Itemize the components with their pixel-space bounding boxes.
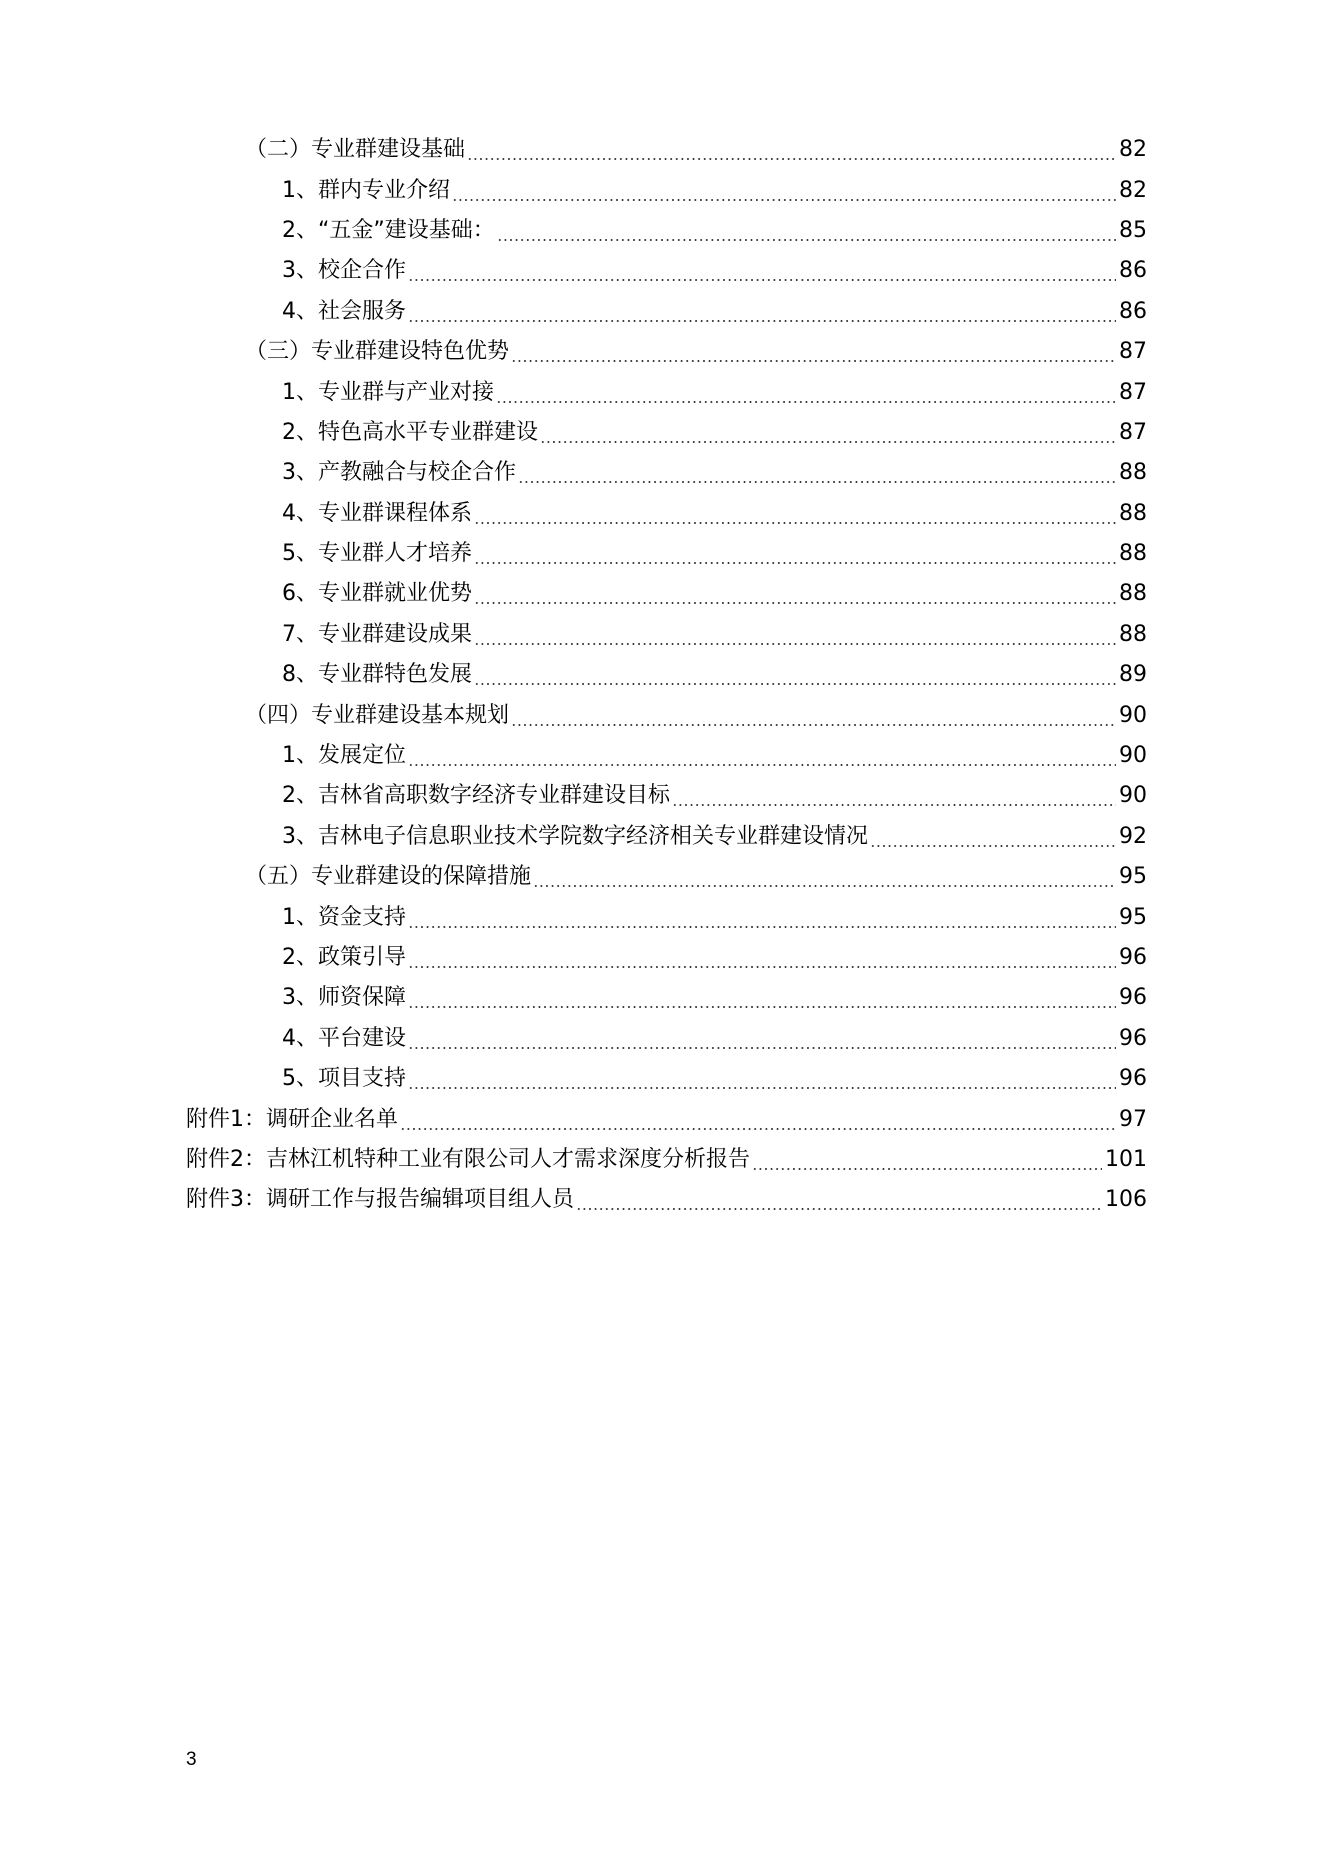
toc-entry[interactable]	[0, 292, 1323, 332]
toc-entry-line	[282, 413, 1323, 453]
toc-entry-title: 5、专业群人才培养	[282, 541, 472, 567]
toc-entry[interactable]	[0, 978, 1323, 1018]
toc-entry-title: 1、专业群与产业对接	[282, 379, 494, 405]
toc-entry[interactable]	[0, 857, 1323, 897]
toc-entry-title: 2、吉林省高职数字经济专业群建设目标	[282, 783, 670, 809]
toc-dot-leader	[540, 441, 1116, 443]
toc-entry-title: 3、吉林电子信息职业技术学院数字经济相关专业群建设情况	[282, 823, 868, 849]
toc-entry-page-number: 106	[1105, 1187, 1147, 1213]
toc-entry-line	[282, 817, 1323, 857]
toc-entry-title: （五）专业群建设的保障措施	[245, 864, 532, 890]
toc-dot-leader	[511, 724, 1116, 726]
toc-dot-leader	[672, 804, 1116, 806]
toc-entry-page-number: 92	[1119, 823, 1147, 849]
toc-entry-line	[245, 130, 1323, 170]
toc-entry-page-number: 89	[1119, 662, 1147, 688]
toc-entry-line	[282, 978, 1323, 1018]
toc-entry-title: 6、专业群就业优势	[282, 581, 472, 607]
toc-entry-title: 2、“五金”建设基础：	[282, 217, 495, 243]
toc-dot-leader	[533, 885, 1116, 887]
toc-entry-line	[245, 332, 1323, 372]
toc-entry-title: 1、发展定位	[282, 743, 406, 769]
toc-entry[interactable]	[0, 251, 1323, 291]
toc-entry-line	[282, 494, 1323, 534]
toc-entry-title: 7、专业群建设成果	[282, 621, 472, 647]
toc-entry-title: 附件1：调研企业名单	[186, 1106, 398, 1132]
toc-entry-title: （四）专业群建设基本规划	[245, 702, 510, 728]
toc-entry-title: 3、师资保障	[282, 985, 406, 1011]
toc-entry-title: 2、政策引导	[282, 945, 406, 970]
toc-dot-leader	[752, 1168, 1102, 1170]
toc-entry-page-number: 88	[1119, 621, 1147, 647]
toc-entry[interactable]	[0, 695, 1323, 735]
toc-entry-title: 4、社会服务	[282, 298, 406, 324]
toc-entry-line	[282, 615, 1323, 655]
toc-entry[interactable]	[0, 211, 1323, 251]
toc-entry-line	[282, 211, 1323, 251]
toc-entry-title: 3、产教融合与校企合作	[282, 460, 516, 486]
toc-entry-line	[282, 292, 1323, 332]
table-of-contents	[0, 130, 1323, 1221]
toc-entry[interactable]	[0, 736, 1323, 776]
toc-dot-leader	[496, 401, 1116, 403]
toc-dot-leader	[474, 643, 1116, 645]
toc-entry-page-number: 97	[1119, 1106, 1147, 1132]
toc-entry-title: （三）专业群建设特色优势	[245, 339, 510, 365]
toc-entry-page-number: 87	[1119, 419, 1147, 445]
toc-dot-leader	[576, 1208, 1102, 1210]
toc-entry-page-number: 96	[1119, 1066, 1147, 1092]
toc-entry-line	[186, 1180, 1323, 1220]
toc-entry-page-number: 90	[1119, 743, 1147, 769]
toc-entry-page-number: 101	[1105, 1146, 1147, 1172]
toc-dot-leader	[474, 683, 1116, 685]
toc-entry-title: 附件3：调研工作与报告编辑项目组人员	[186, 1187, 574, 1213]
toc-dot-leader	[474, 522, 1116, 524]
toc-entry-page-number: 95	[1119, 864, 1147, 890]
toc-entry-title: 4、专业群课程体系	[282, 500, 472, 526]
toc-entry-page-number: 87	[1119, 379, 1147, 405]
toc-entry[interactable]	[0, 534, 1323, 574]
toc-entry-line	[282, 574, 1323, 614]
toc-entry[interactable]	[0, 413, 1323, 453]
toc-entry-line	[282, 736, 1323, 776]
toc-entry-page-number: 82	[1119, 137, 1147, 163]
toc-entry-page-number: 95	[1119, 904, 1147, 930]
toc-entry[interactable]	[0, 170, 1323, 210]
toc-entry-line	[186, 1140, 1323, 1180]
toc-entry-page-number: 90	[1119, 702, 1147, 728]
toc-entry-line	[282, 938, 1323, 978]
toc-entry-line	[245, 857, 1323, 897]
toc-entry-page-number: 96	[1119, 985, 1147, 1011]
toc-entry[interactable]	[0, 494, 1323, 534]
toc-dot-leader	[408, 926, 1116, 928]
toc-entry-line	[282, 1059, 1323, 1099]
toc-dot-leader	[408, 1087, 1116, 1089]
toc-dot-leader	[408, 1047, 1116, 1049]
toc-entry[interactable]	[0, 776, 1323, 816]
toc-dot-leader	[400, 1128, 1116, 1130]
toc-entry-line	[282, 898, 1323, 938]
toc-entry[interactable]	[0, 574, 1323, 614]
toc-entry-title: （二）专业群建设基础	[245, 137, 466, 163]
toc-entry-page-number: 87	[1119, 339, 1147, 365]
toc-entry-page-number: 96	[1119, 945, 1147, 970]
toc-dot-leader	[870, 845, 1116, 847]
toc-entry[interactable]	[0, 1180, 1323, 1220]
toc-entry-line	[245, 696, 1323, 736]
toc-entry-title: 1、群内专业介绍	[282, 177, 450, 203]
toc-entry-page-number: 88	[1119, 460, 1147, 486]
toc-entry-title: 附件2：吉林江机特种工业有限公司人才需求深度分析报告	[186, 1146, 750, 1172]
toc-entry[interactable]	[0, 1059, 1323, 1099]
toc-entry-page-number: 86	[1119, 258, 1147, 284]
toc-entry-title: 3、校企合作	[282, 258, 406, 284]
toc-dot-leader	[408, 966, 1116, 968]
toc-dot-leader	[408, 764, 1116, 766]
toc-dot-leader	[452, 199, 1116, 201]
toc-entry[interactable]	[0, 615, 1323, 655]
toc-entry-line	[282, 776, 1323, 816]
toc-entry[interactable]	[0, 130, 1323, 170]
toc-entry[interactable]	[0, 938, 1323, 978]
toc-entry-page-number: 85	[1119, 217, 1147, 243]
toc-entry-page-number: 88	[1119, 500, 1147, 526]
toc-entry[interactable]	[0, 332, 1323, 372]
toc-dot-leader	[518, 481, 1116, 483]
toc-entry-title: 8、专业群特色发展	[282, 662, 472, 688]
toc-dot-leader	[408, 320, 1116, 322]
toc-dot-leader	[467, 158, 1116, 160]
toc-entry-page-number: 86	[1119, 298, 1147, 324]
toc-entry-line	[282, 534, 1323, 574]
toc-entry[interactable]	[0, 1140, 1323, 1180]
page-number: 3	[186, 1749, 197, 1770]
toc-entry[interactable]	[0, 372, 1323, 412]
toc-dot-leader	[474, 602, 1116, 604]
toc-entry-line	[282, 373, 1323, 413]
toc-entry[interactable]	[0, 1099, 1323, 1139]
toc-entry[interactable]	[0, 897, 1323, 937]
toc-entry[interactable]	[0, 817, 1323, 857]
toc-entry-page-number: 82	[1119, 177, 1147, 203]
toc-dot-leader	[497, 239, 1116, 241]
toc-entry-line	[282, 453, 1323, 493]
toc-entry-title: 4、平台建设	[282, 1025, 406, 1051]
toc-entry-title: 2、特色高水平专业群建设	[282, 419, 538, 445]
toc-entry[interactable]	[0, 453, 1323, 493]
toc-entry-line	[186, 1100, 1323, 1140]
toc-entry-line	[282, 1019, 1323, 1059]
toc-entry-line	[282, 251, 1323, 291]
toc-entry-title: 1、资金支持	[282, 904, 406, 930]
toc-entry-page-number: 88	[1119, 581, 1147, 607]
toc-dot-leader	[408, 279, 1116, 281]
toc-entry[interactable]	[0, 1019, 1323, 1059]
toc-entry-line	[282, 171, 1323, 211]
toc-entry-page-number: 88	[1119, 541, 1147, 567]
toc-dot-leader	[474, 562, 1116, 564]
toc-entry-page-number: 96	[1119, 1025, 1147, 1051]
toc-dot-leader	[511, 360, 1116, 362]
toc-entry[interactable]	[0, 655, 1323, 695]
toc-entry-page-number: 90	[1119, 783, 1147, 809]
toc-dot-leader	[408, 1006, 1116, 1008]
toc-entry-title: 5、项目支持	[282, 1066, 406, 1092]
toc-entry-line	[282, 655, 1323, 695]
